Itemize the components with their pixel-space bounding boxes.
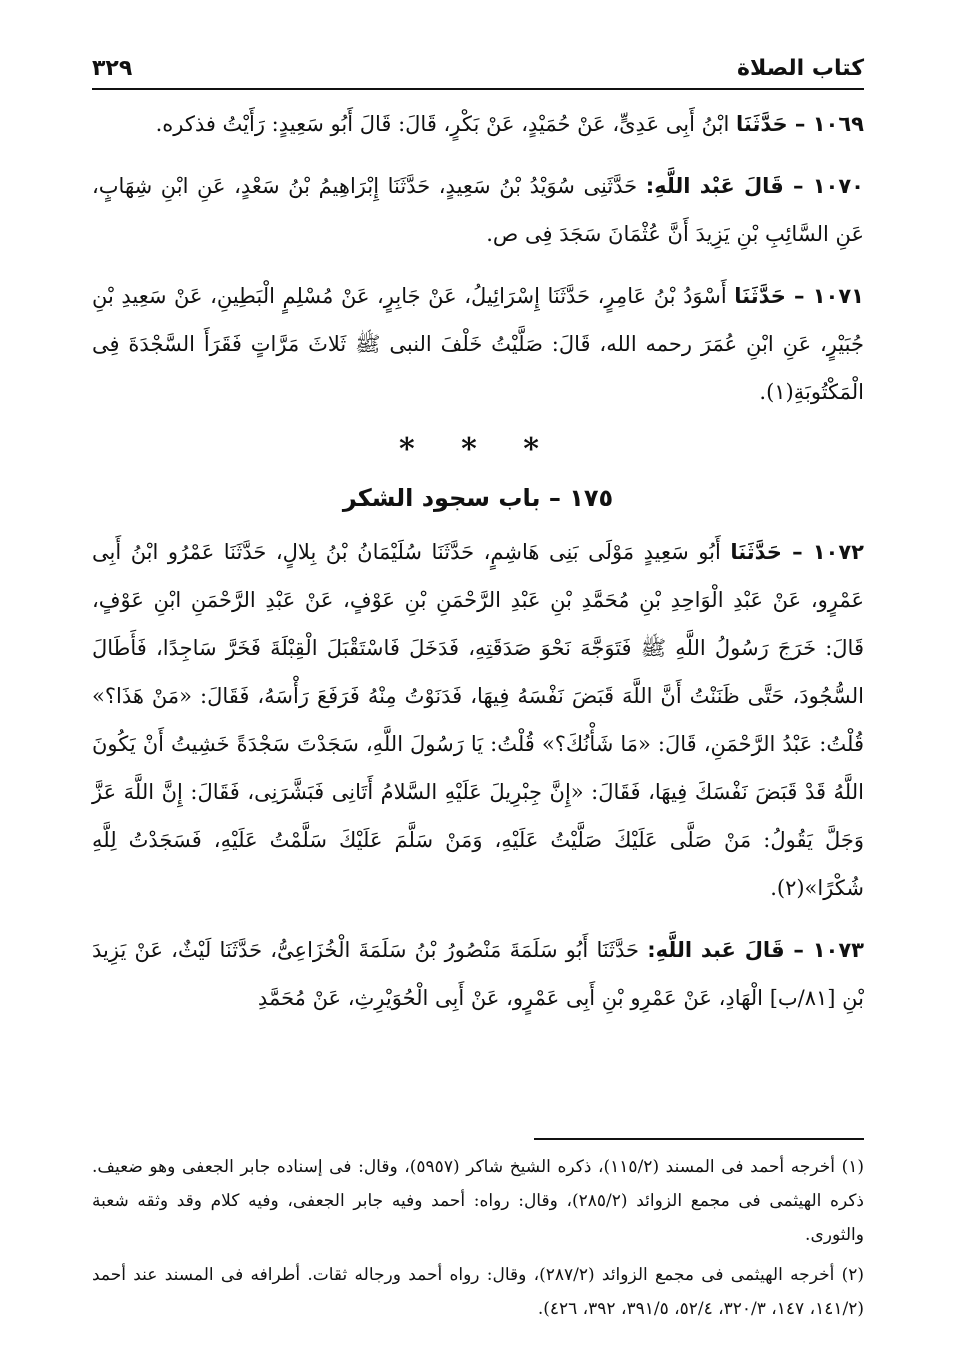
hadith-number-lead: ١٠٧٣ – قَالَ عَبد اللَّهِ: (647, 938, 864, 962)
hadith-1073 (92, 926, 864, 1022)
hadith-number-lead: ١٠٧٠ – قَالَ عَبْد اللَّهِ: (645, 174, 864, 198)
running-title: كتاب الصلاة (737, 55, 864, 81)
footnotes (92, 1150, 864, 1332)
hadith-1072 (92, 528, 864, 912)
hadith-number-lead: ١٠٧١ – حَدَّثَنَا (734, 284, 864, 308)
page-number: ٣٢٩ (92, 55, 133, 81)
footnote-2: (٢) أخرجه الهيثمى فى مجمع الزوائد (٢٨٧/٢)، وقال: رواه أحمد ورجاله ثقات. أطرافه فى المسند عند أحمد (١٤١/٢، ١٤٧، ٣٢٠/٣، ٥٢/٤، ٣٩١/٥، ٣٩٢، ٤٢٦). (92, 1265, 864, 1319)
hadith-text: حَدَّثَنَا أَبُو سَلَمَةَ مَنْصُورُ بْنُ سَلَمَةَ الْخُزَاعِىُّ، حَدَّثَنَا لَيْثٌ، عَنْ يَزِيدَ بْنِ [٨١/ب] الْهَادِ، عَنْ عَمْرِو بْنِ أَبِى عَمْرٍو، عَنْ أَبِى الْحُوَيْرِثِ، عَنْ مُحَمَّدِ (92, 938, 864, 1010)
hadith-text: أَسْوَدُ بْنُ عَامِرٍ، حَدَّثَنَا إِسْرَائِيلُ، عَنْ جَابِرٍ، عَنْ مُسْلِمٍ الْبَطِينِ، عَنْ سَعِيدِ بْنِ جُبَيْرٍ، عَنِ ابْنِ عُمَرَ رحمه الله، قَالَ: صَلَّيْتُ خَلْفَ النبى ﷺ ثَلاثَ مَرَّاتٍ فَقَرَأَ السَّجْدَةَ فِى الْمَكْتُوبَةِ(١). (92, 284, 864, 404)
hadith-1069 (92, 100, 864, 148)
hadith-text: حَدَّثَنِى سُوَيْدُ بْنُ سَعِيدٍ، حَدَّثَنَا إِبْرَاهِيمُ بْنُ سَعْدٍ، عَنِ ابْنِ شِهَابٍ، عَنِ السَّائِبِ بْنِ يَزِيدَ أَنَّ عُثْمَانَ سَجَدَ فِى ص. (92, 174, 864, 246)
footnote-1: (١) أخرجه أحمد فى المسند (١١٥/٢)، ذكره الشيخ شاكر (٥٩٥٧)، وقال: فى إسناده جابر الجعفى وهو ضعيف. ذكره الهيثمى فى مجمع الزوائد (٢٨٥/٢)، وقال: رواه: أحمد وفيه جابر الجعفى، وفيه كلام وقد وثقه شعبة والثورى. (92, 1157, 865, 1245)
hadith-number-lead: ١٠٦٩ – حَدَّثَنَا (735, 112, 864, 136)
hadith-text: ابْنُ أَبِى عَدِىٍّ، عَنْ حُمَيْدٍ، عَنْ بَكْرٍ، قَالَ: قَالَ أَبُو سَعِيدٍ: رَأَيْتُ فذكره. (155, 112, 736, 136)
section-separator: * * * (399, 432, 557, 467)
hadith-1071 (92, 272, 864, 416)
hadith-1070 (92, 162, 864, 258)
hadith-text: أَبُو سَعِيدٍ مَوْلَى بَنِى هَاشِمٍ، حَدَّثَنَا سُلَيْمَانُ بْنُ بِلالٍ، حَدَّثَنَا عَمْرُو ابْنُ أَبِى عَمْرٍو، عَنْ عَبْدِ الْوَاحِدِ بْنِ مُحَمَّدِ بْنِ عَبْدِ الرَّحْمَنِ بْنِ عَوْفٍ، عَنْ عَبْدِ الرَّحْمَنِ ابْنِ عَوْفٍ، قَالَ: خَرَجَ رَسُولُ اللَّهِ ﷺ فَتَوَجَّهَ نَحْوَ صَدَقَتِهِ، فَدَخَلَ فَاسْتَقْبَلَ الْقِبْلَةَ فَخَرَّ سَاجِدًا، فَأَطَالَ السُّجُودَ، حَتَّى ظَنَنْتُ أَنَّ اللَّهَ قَبَضَ نَفْسَهُ فِيهَا، فَدَنَوْتُ مِنْهُ فَرَفَعَ رَأْسَهُ، فَقَالَ: «مَنْ هَذَا؟» قُلْتُ: عَبْدُ الرَّحْمَنِ، قَالَ: «مَا شَأْنُكَ؟» قُلْتُ: يَا رَسُولَ اللَّهِ، سَجَدْتَ سَجْدَةً خَشِيتُ أَنْ يَكُونَ اللَّهُ قَدْ قَبَضَ نَفْسَكَ فِيهَا، فَقَالَ: «إِنَّ جِبْرِيلَ عَلَيْهِ السَّلامُ أَتَانِى فَبَشَّرَنِى، فَقَالَ: إِنَّ اللَّهَ عَزَّ وَجَلَّ يَقُولُ: مَنْ صَلَّى عَلَيْكَ صَلَّيْتُ عَلَيْهِ، وَمَنْ سَلَّمَ عَلَيْكَ سَلَّمْتُ عَلَيْهِ، فَسَجَدْتُ لِلَّهِ شُكْرًا»(٢). (92, 540, 864, 900)
chapter-heading: ١٧٥ – باب سجود الشكر (342, 484, 614, 512)
page-header (92, 48, 864, 90)
page-body (92, 100, 864, 1036)
hadith-number-lead: ١٠٧٢ – حَدَّثَنَا (730, 540, 865, 564)
footnote-divider (534, 1138, 864, 1140)
